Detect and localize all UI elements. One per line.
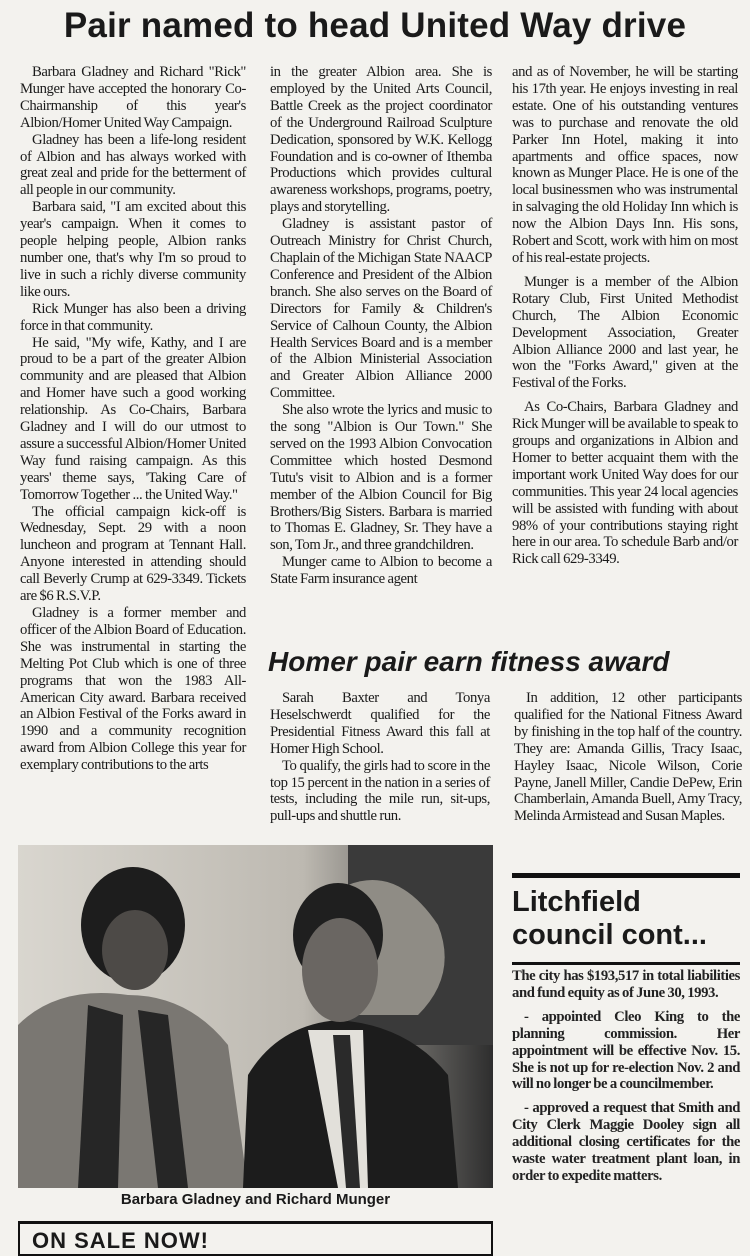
article-paragraph: Gladney is assistant pastor of Outreach Ministry for Christ Church, Chaplain of the Michigan State NAACP Conference and President of the Albion branch. She also serves on the Board of Directors for Family & Children's Service of Calhoun County, the Albion Health Services Board and is a member of the Albion Ministerial Association and Greater Albion Alliance 2000 Committee. xyxy=(270,216,492,402)
homer-paragraph: Sarah Baxter and Tonya Heselschwerdt qualified for the Presidential Fitness Award this fall at Homer High School. xyxy=(270,690,490,757)
homer-column-1 xyxy=(270,690,490,825)
main-headline: Pair named to head United Way drive xyxy=(63,6,687,45)
homer-paragraph: In addition, 12 other participants qualified for the National Fitness Award by finishing in the top half of the country. They are: Amanda Gillis, Tracy Isaac, Hayley Isaac, Nicole Wilson, Corie Payne, Janell Miller, Candie DePew, Erin Chamberlain, Amanda Buell, Amy Tracy, Melinda Armistead and Susan Maples. xyxy=(514,690,742,825)
litchfield-headline-line1: Litchfield xyxy=(512,886,641,918)
photo-image xyxy=(18,845,493,1188)
photo-gladney-munger xyxy=(18,845,493,1188)
article-paragraph: in the greater Albion area. She is employed by the United Arts Council, Battle Creek as the project coordinator of the Underground Railroad Sculpture Dedication, sponsored by W.K. Kellogg Foundation and is co-owner of Ithemba Productions which provides cultural awareness workshops, programs, poetry, plays and storytelling. xyxy=(270,64,492,216)
article-paragraph: Rick Munger has also been a driving force in that community. xyxy=(20,300,246,334)
litchfield-body xyxy=(512,968,740,1185)
article-paragraph: Munger is a member of the Albion Rotary Club, First United Methodist Church, The Albion Economic Development Association, Greater Albion Alliance 2000 and last year, he won the "Forks Award," given at the Festival of the Forks. xyxy=(512,273,738,392)
litchfield-paragraph: - appointed Cleo King to the planning commission. Her appointment will be effective Nov. 15. She is not up for re-election Nov. 2 and will no longer be a councilmember. xyxy=(512,1008,740,1093)
article-paragraph: As Co-Chairs, Barbara Gladney and Rick Munger will be available to speak to groups and organizations in Albion and Homer to better acquaint them with the important work United Way does for our communities. This year 24 local agencies will be assisted with funding with about 98% of your contributions staying right here in our area. To schedule Barb and/or Rick call 629-3349. xyxy=(512,399,738,568)
litchfield-paragraph: The city has $193,517 in total liabilities and fund equity as of June 30, 1993. xyxy=(512,968,740,1001)
article-column-3 xyxy=(512,64,738,568)
article-column-1 xyxy=(20,64,246,774)
article-column-2 xyxy=(270,64,492,588)
homer-headline: Homer pair earn fitness award xyxy=(268,646,670,677)
homer-column-2 xyxy=(514,690,742,825)
article-paragraph: He said, "My wife, Kathy, and I are proud to be a part of the greater Albion community and are pleased that Albion and Homer have such a good working relationship. As Co-Chairs, Barbara Gladney and I will do our utmost to assure a successful Albion/Homer United Way fund raising campaign. As this years' theme says, 'Taking Care of Tomorrow Together ... the United Way." xyxy=(20,334,246,503)
litchfield-header-box xyxy=(512,873,740,965)
photo-caption: Barbara Gladney and Richard Munger xyxy=(120,1191,391,1208)
article-paragraph: Barbara said, "I am excited about this year's campaign. When it comes to people helping people, Albion ranks number one, that's why I'm so proud to live in such a richly diverse community like ours. xyxy=(20,199,246,300)
article-paragraph: She also wrote the lyrics and music to the song "Albion is Our Town." She served on the 1993 Albion Convocation Committee which hosted Desmond Tutu's visit to Albion and is a former member of the Albion Council for Big Brothers/Big Sisters. Barbara is married to Thomas E. Gladney, Sr. They have a son, Tom Jr., and three grandchildren. xyxy=(270,402,492,554)
article-paragraph: Gladney has been a life-long resident of Albion and has always worked with great zeal and pride for the betterment of all people in our community. xyxy=(20,131,246,199)
litchfield-headline-line2: council cont... xyxy=(512,919,707,951)
article-paragraph: and as of November, he will be starting his 17th year. He enjoys investing in real estate. One of his outstanding ventures was to purchase and renovate the old Parker Inn Hotel, making it into apartments and office spaces, now known as Munger Place. He is one of the local businessmen who was instrumental in salvaging the old Holiday Inn which is now the Albion Days Inn. His sons, Robert and Scott, work with him on most of his real-estate projects. xyxy=(512,64,738,266)
article-paragraph: Gladney is a former member and officer of the Albion Board of Education. She was instrumental in starting the Melting Pot Club which is one of three programs that won the 1983 All-American City award. Barbara received an Albion Festival of the Forks award in 1990 and a community recognition award from Albion College this year for exemplary contributions to the arts xyxy=(20,605,246,774)
ad-text: ON SALE NOW! xyxy=(32,1228,209,1253)
litchfield-paragraph: - approved a request that Smith and City Clerk Maggie Dooley sign all additional closing certificates for the waste water treatment plant loan, in order to expedite matters. xyxy=(512,1100,740,1184)
homer-paragraph: To qualify, the girls had to score in the top 15 percent in the nation in a series of tests, including the mile run, sit-ups, pull-ups and shuttle run. xyxy=(270,757,490,825)
article-paragraph: Munger came to Albion to become a State Farm insurance agent xyxy=(270,554,492,588)
article-paragraph: The official campaign kick-off is Wednesday, Sept. 29 with a noon luncheon and program at Tennant Hall. Anyone interested in attending should call Beverly Crump at 629-3349. Tickets are $6 R.S.V.P. xyxy=(20,503,246,605)
ad-box xyxy=(18,1221,493,1256)
article-paragraph: Barbara Gladney and Richard "Rick" Munger have accepted the honorary Co-Chairmanship of this year's Albion/Homer United Way Campaign. xyxy=(20,64,246,131)
